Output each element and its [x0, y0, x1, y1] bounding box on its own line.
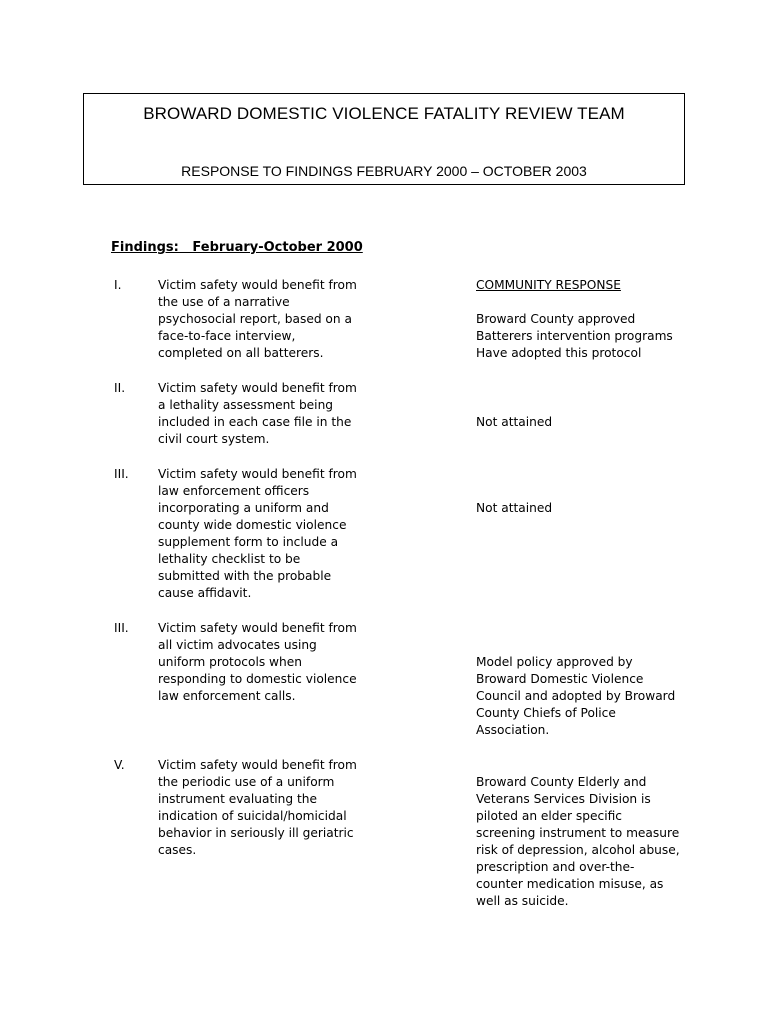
community-response-heading: COMMUNITY RESPONSE	[476, 278, 621, 292]
finding-line: cases.	[158, 843, 197, 857]
finding-line: included in each case file in the	[158, 415, 352, 429]
finding-line: uniform protocols when	[158, 655, 302, 669]
response-text	[476, 414, 552, 431]
document-subtitle: RESPONSE TO FINDINGS FEBRUARY 2000 – OCTOBER 2003	[181, 163, 587, 179]
finding-line: law enforcement calls.	[158, 689, 296, 703]
finding-line: supplement form to include a	[158, 535, 339, 549]
finding-line: the use of a narrative	[158, 295, 290, 309]
finding-line: a lethality assessment being	[158, 398, 334, 412]
finding-line: lethality checklist to be	[158, 552, 301, 566]
finding-text	[158, 466, 357, 602]
finding-line: cause affidavit.	[158, 586, 252, 600]
response-line: County Chiefs of Police	[476, 706, 616, 720]
finding-text	[158, 277, 357, 362]
response-line: counter medication misuse, as	[476, 877, 664, 891]
response-text	[476, 500, 552, 517]
finding-line: county wide domestic violence	[158, 518, 347, 532]
finding-line: civil court system.	[158, 432, 270, 446]
response-line: risk of depression, alcohol abuse,	[476, 843, 680, 857]
document-title: BROWARD DOMESTIC VIOLENCE FATALITY REVIEW TEAM	[143, 104, 625, 123]
response-line: Have adopted this protocol	[476, 346, 642, 360]
finding-numeral: V.	[114, 758, 125, 772]
response-text	[476, 311, 673, 362]
finding-line: indication of suicidal/homicidal	[158, 809, 347, 823]
response-line: Model policy approved by	[476, 655, 633, 669]
response-line: Not attained	[476, 501, 553, 515]
finding-numeral: III.	[114, 467, 129, 481]
response-line: Veterans Services Division is	[476, 792, 651, 806]
response-line: prescription and over-the-	[476, 860, 635, 874]
findings-heading: Findings: February-October 2000	[111, 240, 363, 255]
response-line: Broward Domestic Violence	[476, 672, 644, 686]
response-line: screening instrument to measure	[476, 826, 680, 840]
finding-line: submitted with the probable	[158, 569, 332, 583]
response-line: Association.	[476, 723, 550, 737]
finding-line: completed on all batterers.	[158, 346, 324, 360]
finding-line: all victim advocates using	[158, 638, 317, 652]
response-text	[476, 774, 680, 910]
finding-numeral: II.	[114, 381, 126, 395]
response-line: well as suicide.	[476, 894, 569, 908]
finding-line: psychosocial report, based on a	[158, 312, 352, 326]
finding-line: instrument evaluating the	[158, 792, 317, 806]
finding-line: Victim safety would benefit from	[158, 278, 357, 292]
finding-line: the periodic use of a uniform	[158, 775, 335, 789]
finding-text	[158, 757, 357, 859]
finding-line: law enforcement officers	[158, 484, 310, 498]
response-text	[476, 654, 675, 739]
finding-line: Victim safety would benefit from	[158, 467, 357, 481]
finding-line: Victim safety would benefit from	[158, 621, 357, 635]
finding-numeral: I.	[114, 278, 122, 292]
response-line: Council and adopted by Broward	[476, 689, 676, 703]
finding-line: face-to-face interview,	[158, 329, 296, 343]
response-line: Broward County Elderly and	[476, 775, 647, 789]
response-line: Not attained	[476, 415, 553, 429]
response-line: Batterers intervention programs	[476, 329, 673, 343]
finding-line: Victim safety would benefit from	[158, 758, 357, 772]
header-box	[83, 93, 685, 185]
response-line: Broward County approved	[476, 312, 636, 326]
finding-text	[158, 620, 357, 705]
finding-numeral: III.	[114, 621, 129, 635]
response-line: piloted an elder specific	[476, 809, 622, 823]
finding-text	[158, 380, 357, 448]
finding-line: Victim safety would benefit from	[158, 381, 357, 395]
finding-line: incorporating a uniform and	[158, 501, 329, 515]
finding-line: behavior in seriously ill geriatric	[158, 826, 354, 840]
finding-line: responding to domestic violence	[158, 672, 357, 686]
